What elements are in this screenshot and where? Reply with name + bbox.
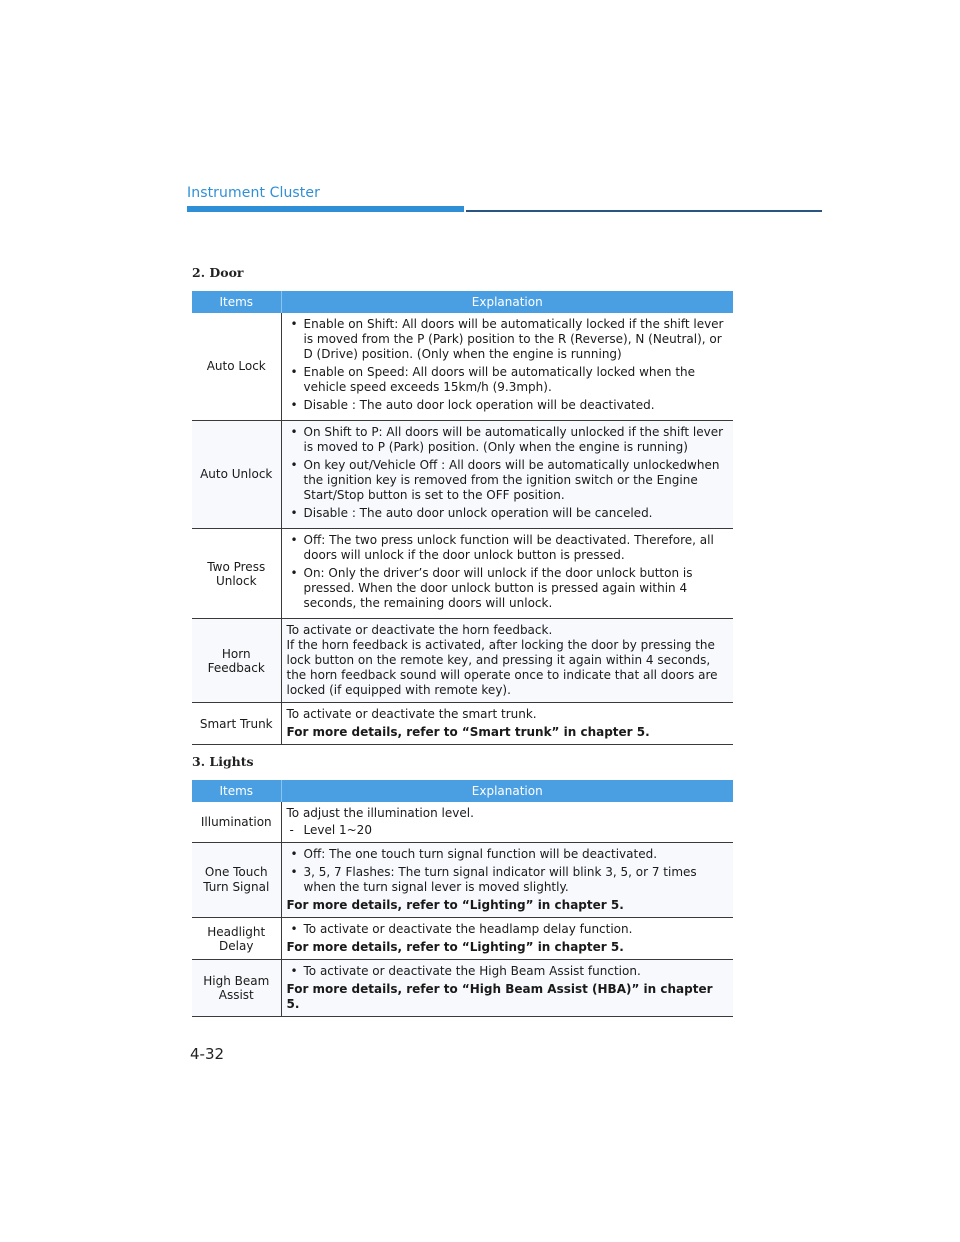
column-header-explanation: Explanation: [281, 291, 733, 313]
reference-note: For more details, refer to “High Beam Assist (HBA)” in chapter 5.: [286, 982, 713, 1011]
header-rule: [466, 210, 822, 212]
explanation-two-press-unlock: [281, 529, 733, 619]
list-item: • On Shift to P: All doors will be automatically unlocked if the shift lever is moved to P (Park) position. (Only when the engine is running): [287, 425, 730, 455]
item-illumination: Illumination: [192, 802, 281, 843]
explanation-auto-unlock: [281, 421, 733, 529]
reference-note: For more details, refer to “Smart trunk” in chapter 5.: [286, 725, 650, 739]
table-header-row: [192, 291, 733, 313]
item-auto-lock: Auto Lock: [192, 313, 281, 421]
table-row-auto-lock: [192, 313, 733, 421]
explanation-one-touch-turn-signal: [281, 843, 733, 918]
list-item: • Off: The one touch turn signal function will be deactivated.: [287, 847, 730, 862]
explanation-horn-feedback: [281, 619, 733, 703]
item-one-touch-turn-signal: [192, 843, 281, 918]
list-item: • Off: The two press unlock function will be deactivated. Therefore, all doors will unlock if the door unlock button is pressed.: [287, 533, 730, 563]
item-two-press-unlock: [192, 529, 281, 619]
explanation-smart-trunk: [281, 703, 733, 745]
item-label-line: Turn Signal: [203, 880, 270, 894]
list-item: • Enable on Shift: All doors will be automatically locked if the shift lever is moved from the P (Park) position to the R (Reverse), N (Neutral), or D (Drive) position. (Only when the engine is running): [287, 317, 730, 362]
list-item: • On key out/Vehicle Off : All doors will be automatically unlockedwhen the ignition key is removed from the ignition switch or the Engine Start/Stop button is set to the OFF position.: [287, 458, 730, 503]
table-row-auto-unlock: [192, 421, 733, 529]
item-high-beam-assist: [192, 960, 281, 1017]
explanation-illumination: [281, 802, 733, 843]
column-header-items: Items: [192, 291, 281, 313]
reference-note: For more details, refer to “Lighting” in chapter 5.: [286, 898, 624, 912]
page-header-title: Instrument Cluster: [187, 185, 320, 201]
list-item: • On: Only the driver’s door will unlock if the door unlock button is pressed. When the door unlock button is pressed again within 4 seconds, the remaining doors will unlock.: [287, 566, 730, 611]
explanation-text: To adjust the illumination level.: [286, 806, 474, 820]
table-header-row: [192, 780, 733, 802]
item-label-line: Feedback: [207, 660, 265, 675]
explanation-text: To activate or deactivate the horn feedback.: [286, 623, 553, 637]
explanation-text: To activate or deactivate the smart trunk.: [286, 707, 537, 721]
table-row-illumination: [192, 802, 733, 843]
item-label-line: One Touch: [204, 865, 268, 879]
list-item: • To activate or deactivate the headlamp delay function.: [287, 922, 730, 937]
list-item: • To activate or deactivate the High Beam Assist function.: [287, 964, 730, 979]
explanation-text: If the horn feedback is activated, after locking the door by pressing the lock button on the remote key, and pressing it again within 4 seconds, the horn feedback sound will operate once to indicate that all doors are locked (if equipped with remote key).: [286, 638, 718, 697]
list-item: • Disable : The auto door unlock operation will be canceled.: [287, 506, 730, 521]
explanation-high-beam-assist: [281, 960, 733, 1017]
lights-settings-table: [192, 780, 733, 1017]
list-item: • Disable : The auto door lock operation will be deactivated.: [287, 398, 730, 413]
lights-section-heading: 3. Lights: [192, 754, 254, 769]
table-row-horn-feedback: [192, 619, 733, 703]
item-label-line: Delay: [219, 938, 254, 953]
list-item: • Enable on Speed: All doors will be automatically locked when the vehicle speed exceeds 15km/h (9.3mph).: [287, 365, 730, 395]
item-label-line: Unlock: [215, 573, 257, 588]
table-row-two-press-unlock: [192, 529, 733, 619]
header-accent-bar: [187, 206, 464, 212]
item-label-line: Two Press: [207, 559, 266, 574]
item-smart-trunk: Smart Trunk: [192, 703, 281, 745]
item-headlight-delay: [192, 918, 281, 960]
page-number: 4-32: [190, 1045, 225, 1063]
door-section-heading: 2. Door: [192, 265, 244, 280]
table-row-smart-trunk: [192, 703, 733, 745]
column-header-explanation: Explanation: [281, 780, 733, 802]
item-label-line: High Beam: [203, 974, 270, 988]
table-row-headlight-delay: [192, 918, 733, 960]
reference-note: For more details, refer to “Lighting” in chapter 5.: [286, 940, 624, 954]
item-horn-feedback: [192, 619, 281, 703]
item-label-line: Headlight: [207, 924, 266, 939]
table-row-one-touch-turn-signal: [192, 843, 733, 918]
item-label-line: Assist: [218, 988, 254, 1002]
explanation-auto-lock: [281, 313, 733, 421]
door-settings-table: [192, 291, 733, 745]
explanation-headlight-delay: [281, 918, 733, 960]
table-row-high-beam-assist: [192, 960, 733, 1017]
list-item: • 3, 5, 7 Flashes: The turn signal indicator will blink 3, 5, or 7 times when the turn signal lever is moved slightly.: [287, 865, 730, 895]
list-item: - Level 1~20: [287, 823, 730, 838]
column-header-items: Items: [192, 780, 281, 802]
item-auto-unlock: Auto Unlock: [192, 421, 281, 529]
item-label-line: Horn: [221, 646, 251, 661]
